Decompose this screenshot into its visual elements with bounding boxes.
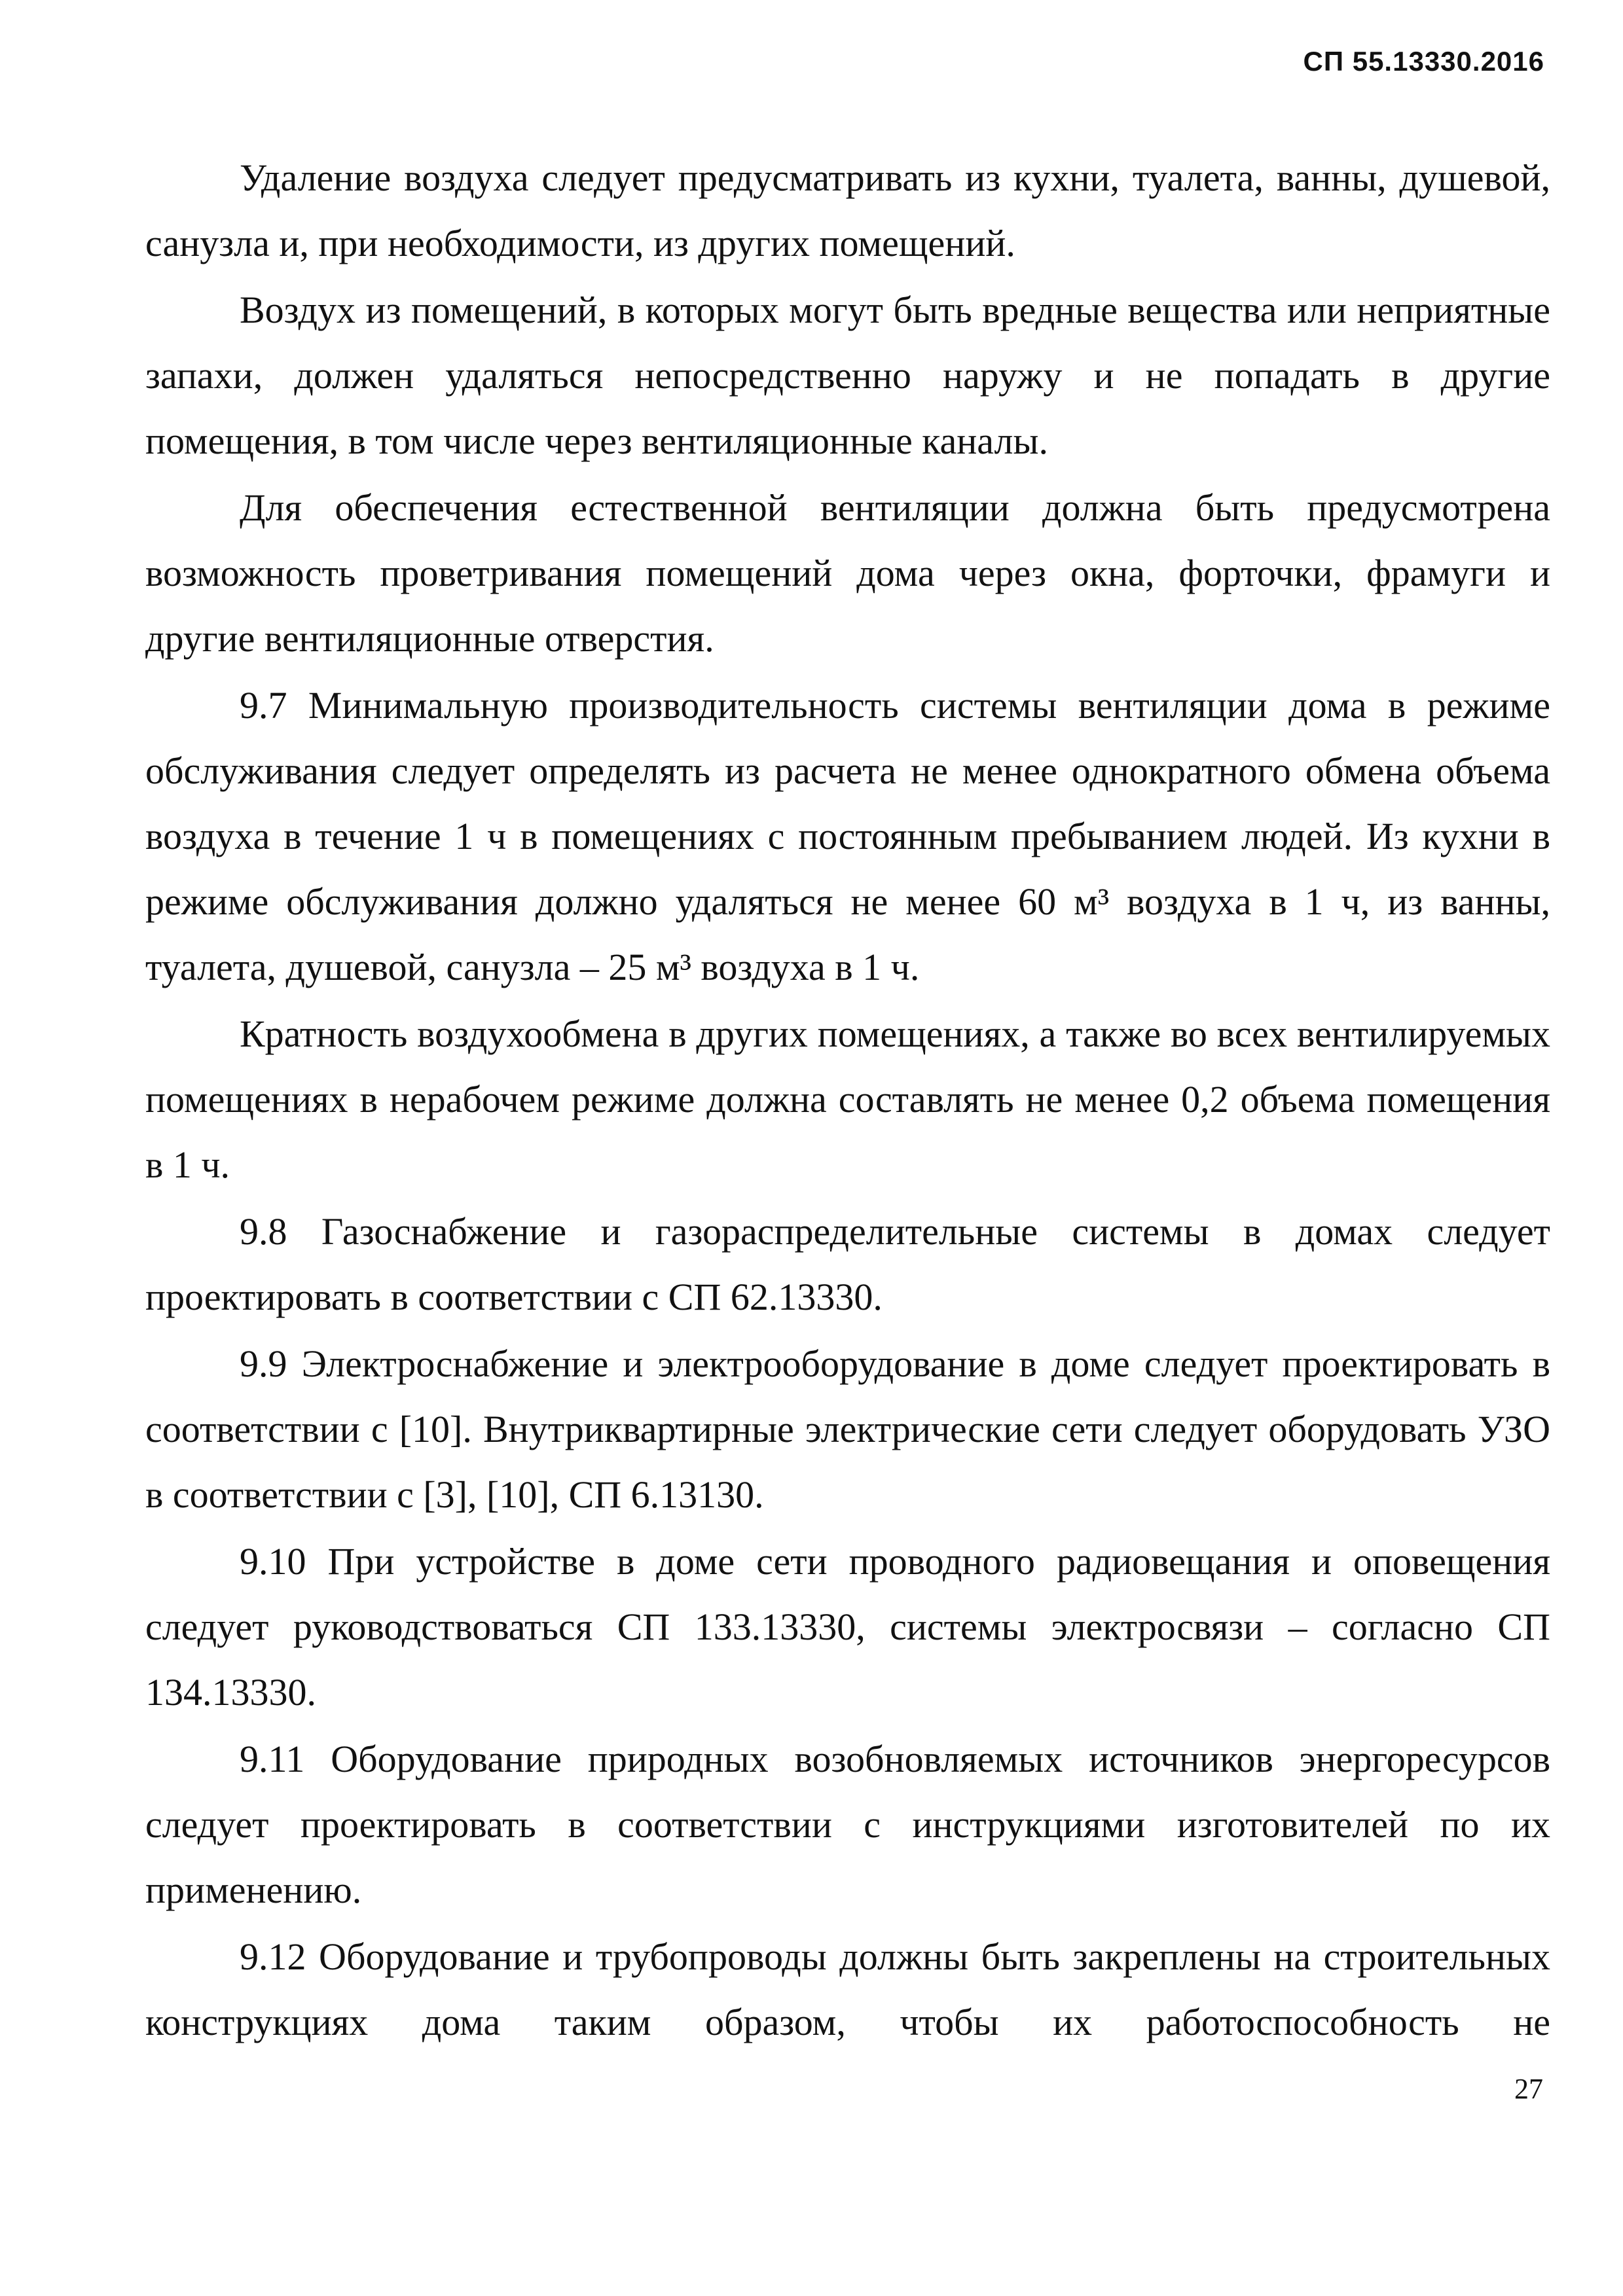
paragraph-air-exchange-rate: Кратность воздухообмена в других помещениях, а также во всех вентилируемых помещениях в нерабочем режиме должна составлять не менее 0,2 объема помещения в 1 ч. [145,1013,1550,1186]
paragraph-9-12: 9.12 Оборудование и трубопроводы должны быть закреплены на строительных конструкциях дома таким образом, чтобы их работоспособность не [145,1935,1550,2043]
page-number: 27 [1514,2073,1543,2105]
paragraph-9-7: 9.7 Минимальную производительность системы вентиляции дома в режиме обслуживания следует определять из расчета не менее однократного обмена объема воздуха в течение 1 ч в помещениях с постоянным пребыванием людей. Из кухни в режиме обслуживания должно удаляться не менее 60 м³ воздуха в 1 ч, из ванны, туалета, душевой, санузла – 25 м³ воздуха в 1 ч. [145,684,1550,988]
paragraph-9-8: 9.8 Газоснабжение и газораспределительные системы в домах следует проектировать в соответствии с СП 62.13330. [145,1210,1550,1318]
paragraph-natural-ventilation: Для обеспечения естественной вентиляции должна быть предусмотрена возможность проветривания помещений дома через окна, форточки, фрамуги и другие вентиляционные отверстия. [145,486,1550,660]
document-body [145,145,1550,2056]
paragraph-harmful-air: Воздух из помещений, в которых могут быть вредные вещества или неприятные запахи, должен удаляться непосредственно наружу и не попадать в другие помещения, в том числе через вентиляционные каналы. [145,289,1550,462]
document-code-header: СП 55.13330.2016 [1303,46,1544,77]
paragraph-air-removal: Удаление воздуха следует предусматривать из кухни, туалета, ванны, душевой, санузла и, при необходимости, из других помещений. [145,156,1550,264]
paragraph-9-11: 9.11 Оборудование природных возобновляемых источников энергоресурсов следует проектировать в соответствии с инструкциями изготовителей по их применению. [145,1738,1550,1911]
paragraph-9-10: 9.10 При устройстве в доме сети проводного радиовещания и оповещения следует руководствоваться СП 133.13330, системы электросвязи – согласно СП 134.13330. [145,1540,1550,1713]
paragraph-9-9: 9.9 Электроснабжение и электрооборудование в доме следует проектировать в соответствии с [10]. Внутриквартирные электрические сети следует оборудовать УЗО в соответствии с [3], [10], СП 6.13130. [145,1342,1550,1516]
